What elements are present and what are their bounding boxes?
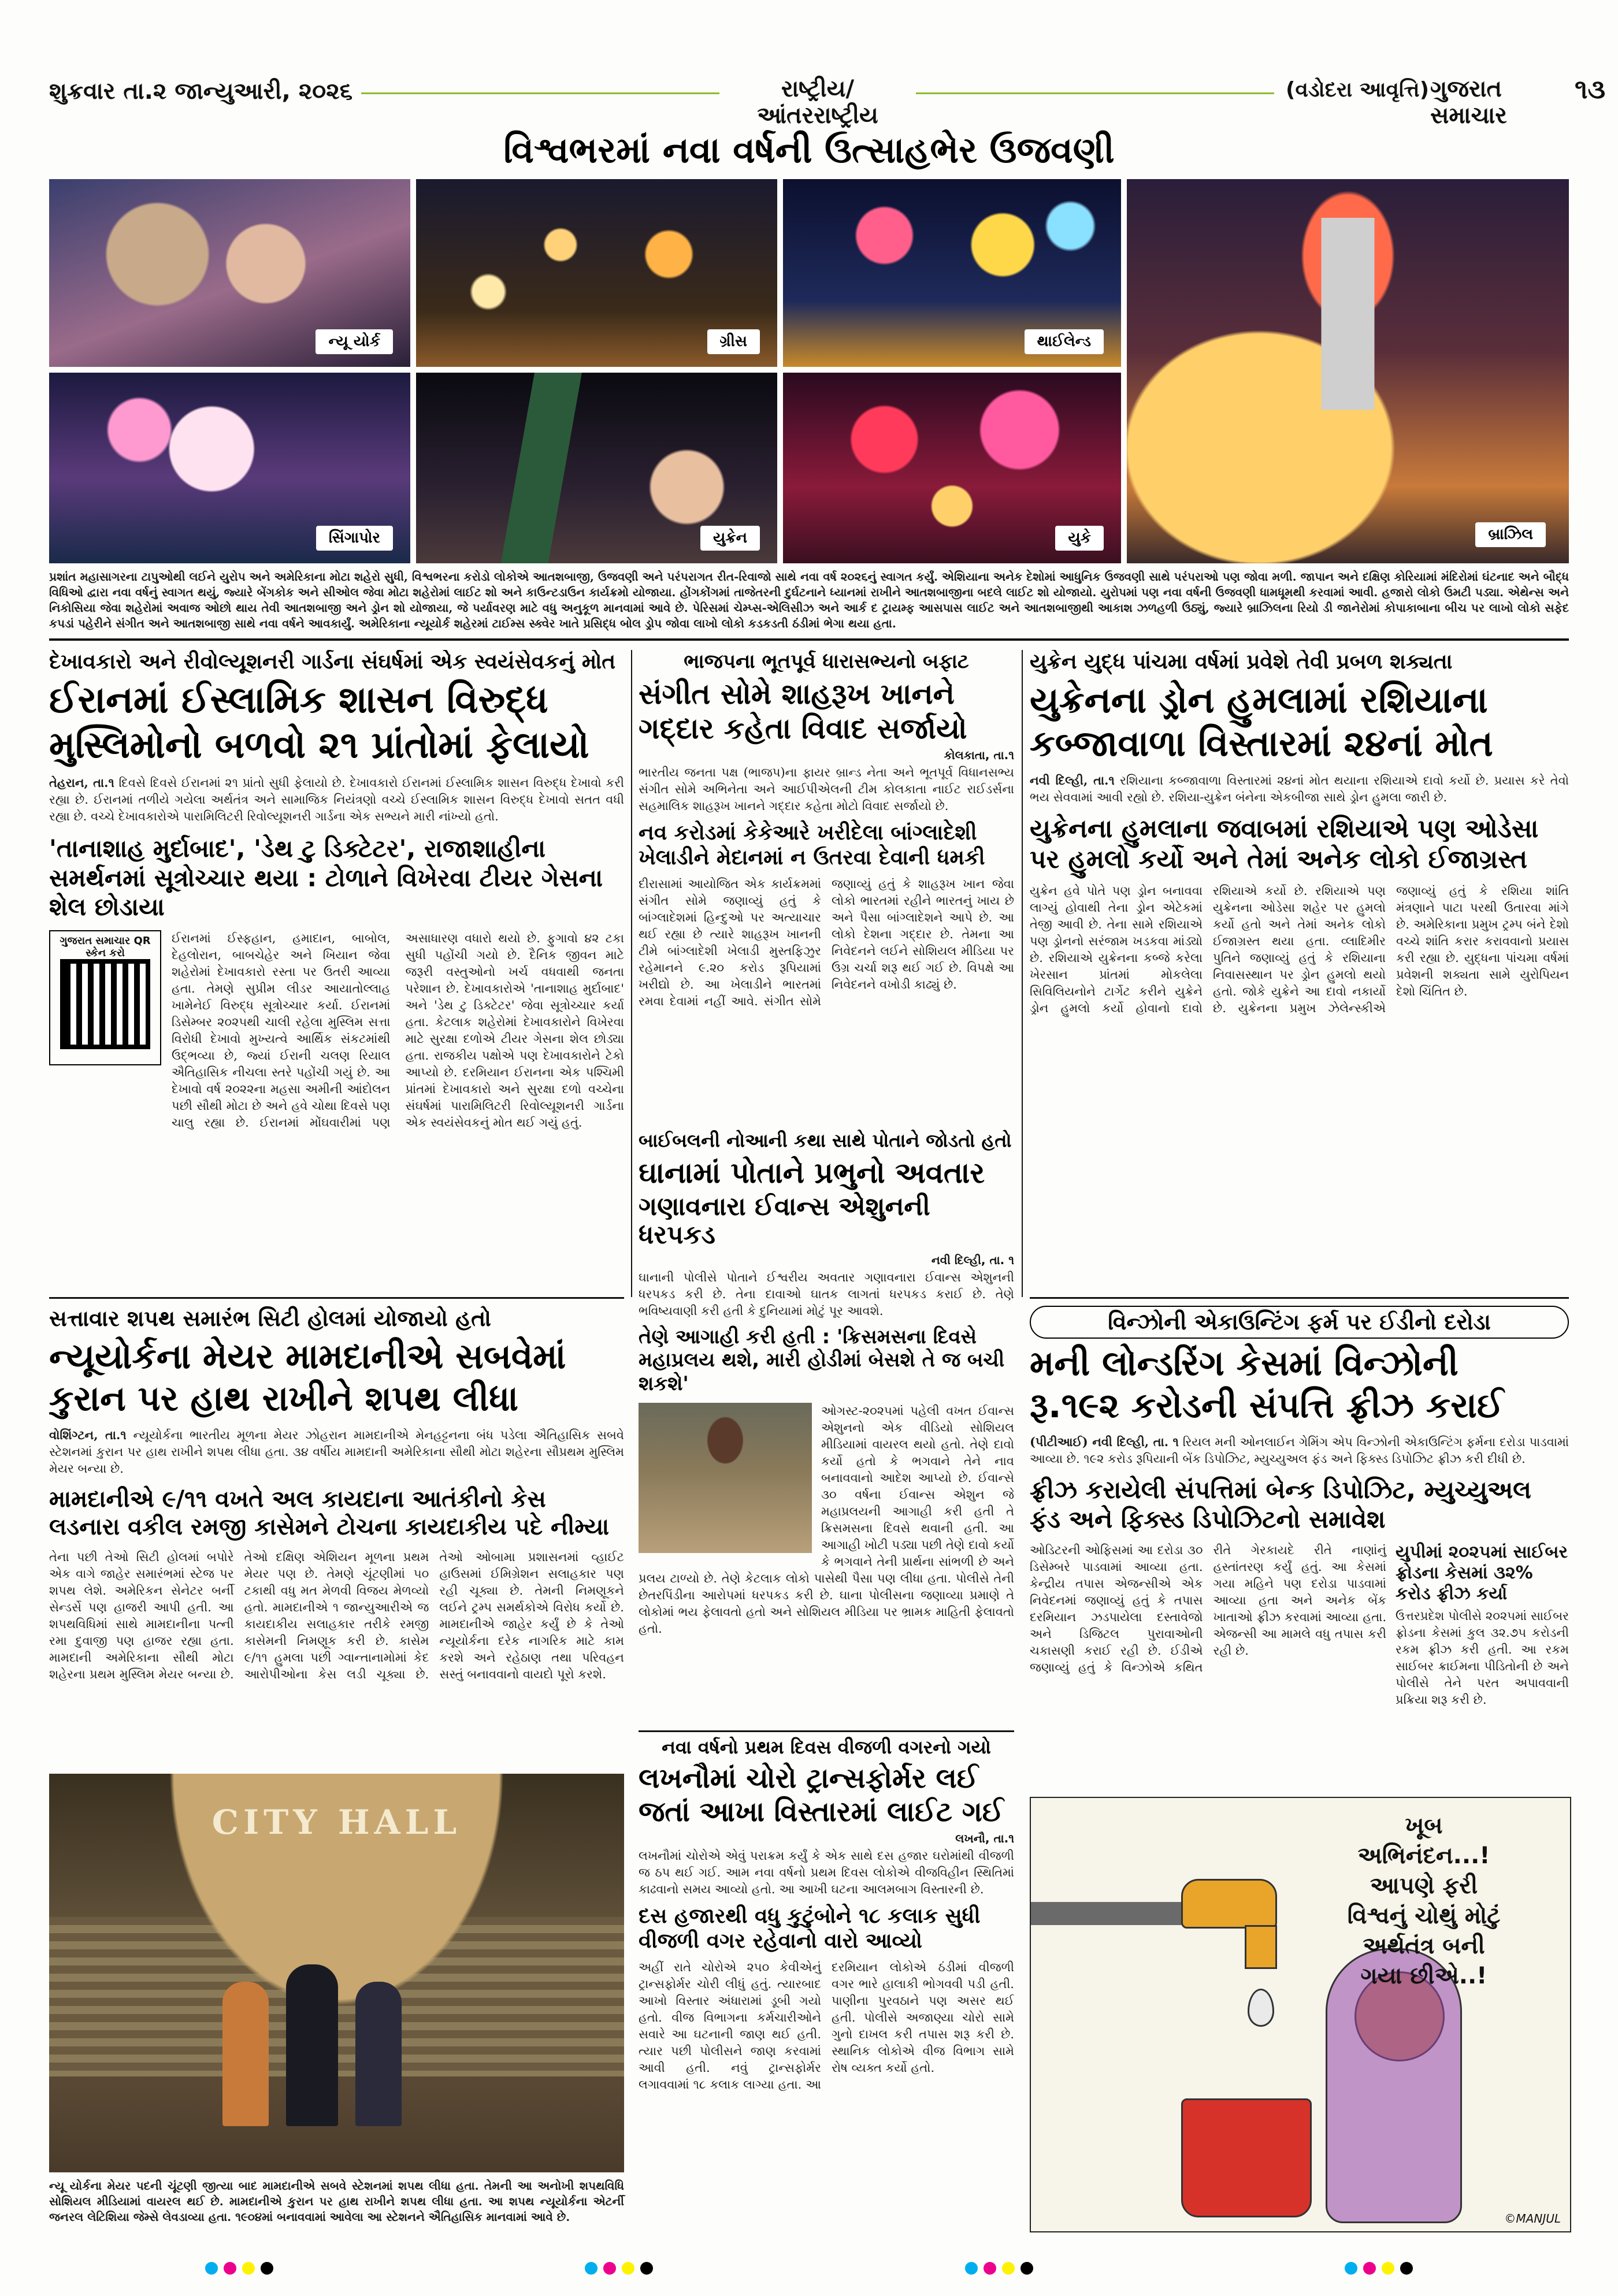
lucknow-headline-2: જતાં આખા વિસ્તારમાં લાઈટ ગઈ — [639, 1795, 1004, 1828]
edition-label: (વડોદરા આવૃત્તિ) — [1286, 78, 1430, 102]
cartoon-drop — [1248, 1989, 1274, 2027]
photo-caption-uk: યુકે — [1055, 526, 1104, 551]
photo-brazil — [1127, 179, 1569, 563]
ghana-dateline: નવી દિલ્હી, તા. ૧ — [931, 1253, 1014, 1267]
winzo-lead-text: રિયલ મની ઓનલાઈન ગેમિંગ એપ વિન્ઝોની એકાઉન્ટિંગ ફર્મના દરોડા પાડવામાં આવ્યા છે. ૧૯૨ કરોડ રૂપિયાની બેંક ડિપોઝિટ, મ્યુચ્યુઅલ ફંડ અને ફિક્સ્ડ ડિપોઝિટ ફ્રીઝ કરી દીધી છે. — [1030, 1435, 1569, 1466]
iran-body: ઈરાનમાં ઈસ્ફહાન, હમાદાન, બાબોલ, દેહલોરાન, બાબચેહેર અને ખિયાન જેવા શહેરોમાં દેખાવકારો રસ્તા પર ઉતરી આવ્યા હતા. તેમણે સુપ્રીમ લીડર આયાતોલ્લાહ ખામેનેઈ વિરુદ્ધ સૂત્રોચ્ચાર કર્યા. ઈરાનમાં ડિસેમ્બર ૨૦૨૫થી ચાલી રહેલા મુસ્લિમ સત્તા વિરોધી દેખાવો મુખ્યત્વે આર્થિક સંકટમાંથી ઉદ્ભવ્યા છે, જ્યાં ઈરાની ચલણ રિયાલ ઐતિહાસિક નીચલા સ્તરે પહોંચી ગયું છે. આ દેખાવો વર્ષ ૨૦૨૨ના મહસા અમીની આંદોલન પછી સૌથી મોટા છે અને હવે ચોથા દિવસે પણ ચાલુ રહ્યા છે. ઈરાનમાં મોંઘવારીમાં પણ અસાધારણ વધારો થયો છે. ફુગાવો ૪૨ ટકા સુધી પહોંચી ગયો છે. દૈનિક જીવન માટે જરૂરી વસ્તુઓનો ખર્ચ વધવાથી જનતા પરેશાન છે. દેખાવકારોએ 'તાનાશાહ મુર્દાબાદ' અને 'ડેથ ટુ ડિક્ટેટર' જેવા સૂત્રોચ્ચાર કર્યા હતા. કેટલાક શહેરોમાં દેખાવકારોને વિખેરવા માટે સુરક્ષા દળોએ ટીયર ગેસના શેલ છોડ્યા હતા. રાજકીય પક્ષોએ પણ દેખાવકારોને ટેકો આપ્યો છે. દરમિયાન ઈરાનના એક પશ્ચિમી પ્રાંતમાં દેખાવકારો અને સુરક્ષા દળો વચ્ચેના સંઘર્ષમાં પારામિલિટરી રિવોલ્યૂશનરી ગાર્ડના એક સ્વયંસેવકનું મોત થઈ ગયું હતું. — [172, 931, 624, 1130]
ukraine-subhead: યુક્રેનના હુમલાના જવાબમાં રશિયાએ પણ ઓડેસા પર હુમલો કર્યો અને તેમાં અનેક લોકો ઈજાગ્રસ્ત — [1030, 813, 1539, 874]
mamdani-photo — [49, 1774, 624, 2172]
shahrukh-body: દીરાસામાં આયોજિત એક કાર્યક્રમમાં સંગીત સોમે જણાવ્યું હતું કે બાંગ્લાદેશમાં હિન્દુઓ પર અત્યાચાર થઈ રહ્યા છે ત્યારે શાહરૂખ ખાનની ટીમે બાંગ્લાદેશી ખેલાડી મુસ્તફિઝુર રહેમાનને ૯.૨૦ કરોડ રૂપિયામાં ખરીદ્યો છે. આ ખેલાડીને ભારતમાં રમવા દેવામાં નહીં આવે. સંગીત સોમે જણાવ્યું હતું કે શાહરૂખ ખાન જેવા લોકો ભારતમાં રહીને ભારતનું ખાય છે અને પૈસા બાંગ્લાદેશને આપે છે. આ લોકો દેશના ગદ્દાર છે. તેમના આ નિવેદનને લઈને સોશિયલ મીડિયા પર ઉગ્ર ચર્ચા શરૂ થઈ ગઈ છે. વિપક્ષે આ નિવેદનને વખોડી કાઢ્યું છે. — [639, 877, 1014, 1009]
lucknow-kicker: નવા વર્ષનો પ્રથમ દિવસ વીજળી વગરનો ગયો — [662, 1736, 991, 1758]
registration-dot — [202, 2262, 276, 2279]
winzo-box-title: યુપીમાં ૨૦૨૫માં સાઈબર ફ્રોડના કેસમાં ૩૨% કરોડ ફ્રીઝ કર્યા — [1396, 1542, 1568, 1604]
story-mamdani — [49, 1306, 624, 1768]
lucknow-lead: લખનૌમાં ચોરોએ એવું પરાક્રમ કર્યું કે એક સાથે દસ હજાર ઘરોમાંથી વીજળી જ ઠપ થઈ ગઈ. આમ નવા વર્ષનો પ્રથમ દિવસ લોકોએ વીજવિહીન સ્થિતિમાં કાઢવાનો સમય આવ્યો હતો. આ આખી ઘટના આલમબાગ વિસ્તારની છે. — [639, 1848, 1014, 1896]
story-ukraine — [1030, 650, 1569, 1297]
celebration-headline: વિશ્વભરમાં નવા વર્ષની ઉત્સાહભેર ઉજવણી — [503, 129, 1115, 171]
divider — [639, 1730, 1014, 1732]
winzo-headline-1: મની લોન્ડરિંગ કેસમાં વિન્ઝોની — [1030, 1343, 1459, 1384]
divider — [49, 638, 1569, 641]
ukraine-lead — [1030, 772, 1569, 806]
winzo-box — [1396, 1542, 1569, 1708]
story-ghana — [639, 1130, 1014, 1725]
winzo-headline-2: રૂ.૧૯૨ કરોડની સંપત્તિ ફ્રીઝ કરાઈ — [1030, 1385, 1504, 1426]
cartoon-line: ખૂબ — [1405, 1812, 1443, 1839]
ukraine-lead-text: રશિયાના કબ્જાવાળા વિસ્તારમાં ૨૪નાં મોત થયાના રશિયાએ દાવો કર્યો છે. પ્રયાસ કરે તેવો ભય સેવવામાં આવી રહ્યો છે. રશિયા-યુક્રેન બંનેના એકબીજા સાથે ડ્રોન હુમલા જારી છે. — [1030, 773, 1569, 804]
cartoon-line: ગયા છીએ..! — [1360, 1963, 1487, 1989]
celebration-caption: પ્રશાંત મહાસાગરના ટાપુઓથી લઈને યુરોપ અને અમેરિકાના મોટા શહેરો સુધી, વિશ્વભરના કરોડો લોકોએ આતશબાજી, ઉજવણી અને પરંપરાગત રીત-રિવાજો સાથે નવા વર્ષ ૨૦૨૬નું સ્વાગત કર્યું. એશિયાના અનેક દેશોમાં આધુનિક ઉજવણી સાથે પરંપરાઓ પણ જોવા મળી. જાપાન અને દક્ષિણ કોરિયામાં મંદિરોમાં ઘંટનાદ અને બૌદ્ધ વિધિઓ દ્વારા નવા વર્ષનું સ્વાગત થયું, જ્યારે બેંગકોક અને સીઓલ જેવા મોટા શહેરોમાં લાઈટ શો અને કાઉન્ટડાઉન કાર્યક્રમો યોજાયા. હોંગકોંગમાં તાજેતરની દુર્ઘટનાને ધ્યાનમાં રાખીને આતશબાજીના બદલે લાઈટ શો યોજાયો. યુરોપમાં પણ નવા વર્ષની ઉજવણી ધામધૂમથી કરવામાં આવી. હજારો લોકો ઉમટી પડ્યા. એથેન્સ અને નિકોસિયા જેવા શહેરોમાં અવાજ ઓછો થાય તેવી આતશબાજી અને ડ્રોન શો યોજાયા, જે પર્યાવરણ માટે વધુ અનુકૂળ માનવામાં આવે છે. પેરિસમાં ચેમ્પ્સ-એલિસીઝ અને આર્ક દ ટ્રાયમ્ફ આસપાસ લાઈટ અને આતશબાજીથી આકાશ ઝળહળી ઉઠ્યું, જ્યારે બ્રાઝિલના રિયો ડી જાનેરોમાં કોપાકાબાના બીચ પર લાખો લોકો સફેદ કપડાં પહેરીને સંગીત અને આતશબાજી સાથે નવા વર્ષને આવકાર્યું. અમેરિકાના ન્યૂયોર્ક શહેરમાં ટાઈમ્સ સ્ક્વેર ખાતે પ્રસિદ્ધ બોલ ડ્રોપ જોવા લાખો લોકો કડકડતી ઠંડીમાં ભેગા થયા હતા. — [49, 570, 1569, 630]
ghana-headline-2: ગણાવનારા ઈવાન્સ એશુનની ધરપકડ — [639, 1192, 930, 1250]
ghana-subhead: તેણે આગાહી કરી હતી : 'ક્રિસમસના દિવસે મહાપ્રલય થશે, મારી હોડીમાં બેસશે તે જ બચી શકશે' — [639, 1325, 1005, 1396]
shahrukh-subhead: નવ કરોડમાં કેકેઆરે ખરીદેલા બાંગ્લાદેશી ખેલાડીને મેદાનમાં ન ઉતરવા દેવાની ધમકી — [639, 821, 985, 870]
iran-headline-1: ઈરાનમાં ઈસ્લામિક શાસન વિરુદ્ધ — [49, 679, 548, 722]
cartoon-line: વિશ્વનું ચોથું મોટું — [1347, 1903, 1501, 1929]
city-hall-sign: CITY HALL — [211, 1803, 462, 1842]
col-divider — [631, 650, 632, 1297]
mamdani-headline-1: ન્યૂયોર્કના મેયર મામદાનીએ સબવેમાં — [49, 1336, 566, 1377]
cartoon-line: અર્થતંત્ર બની — [1363, 1933, 1485, 1959]
qr-note: ગુજરાત સમાચાર QR સ્કેન કરો — [60, 934, 151, 959]
mamdani-lead-text: ન્યૂયોર્કના ભારતીય મૂળના મેયર ઝોહરાન મામદાનીએ મેનહટ્ટનના બંધ પડેલા ઐતિહાસિક સબવે સ્ટેશનમાં કુરાન પર હાથ રાખીને શપથ લીધા હતા. ૩૪ વર્ષીય મામદાની અમેરિકાના સૌથી મોટા શહેરના સૌપ્રથમ મુસ્લિમ મેયર બન્યા છે. — [49, 1428, 624, 1476]
figure-person — [355, 1982, 402, 2126]
ghana-body: ઓગસ્ટ-૨૦૨૫માં પહેલી વખત ઈવાન્સ એશુનનો એક વીડિયો સોશિયલ મીડિયામાં વાયરલ થયો હતો. તેણે દાવો કર્યો હતો કે ભગવાને તેને નાવ બનાવવાનો આદેશ આપ્યો છે. ઈવાન્સે ૩૦ વર્ષના ઈવાન્સ એશુન જે મહાપ્રલયની આગાહી કરી હતી તે ક્રિસમસના દિવસે થવાની હતી. આ આગાહી ખોટી પડ્યા પછી તેણે દાવો કર્યો કે ભગવાને તેની પ્રાર્થના સાંભળી છે અને પ્રલય ટાળ્યો છે. તેણે કેટલાક લોકો પાસેથી પૈસા પણ લીધા હતા. પોલીસે તેની છેતરપિંડીના આરોપમાં ધરપકડ કરી છે. ઘાના પોલીસના જણાવ્યા પ્રમાણે તે લોકોમાં ભય ફેલાવતો હતો અને સોશિયલ મીડિયા પર ભ્રામક માહિતી ફેલાવતો હતો. — [639, 1403, 1014, 1636]
ukraine-headline-1: યુક્રેનના ડ્રોન હુમલામાં રશિયાના — [1030, 679, 1488, 721]
shahrukh-kicker: ભાજપના ભૂતપૂર્વ ધારાસભ્યનો બફાટ — [684, 650, 969, 673]
cartoon-tap — [1181, 1879, 1277, 1929]
figure-person — [222, 1982, 269, 2126]
masthead-rule-right — [916, 92, 1274, 94]
registration-dot — [582, 2262, 656, 2279]
cartoon-bucket — [1181, 2098, 1312, 2217]
winzo-dateline: (પીટીઆઈ) નવી દિલ્હી, તા. ૧ — [1030, 1435, 1179, 1450]
cartoon — [1030, 1797, 1571, 2232]
photo-greece — [416, 179, 777, 367]
ghana-kicker: બાઈબલની નોઆની કથા સાથે પોતાને જોડતો હતો — [639, 1130, 1012, 1151]
divider — [49, 1297, 624, 1299]
iran-lead — [49, 774, 624, 825]
ghana-headline-1: ઘાનામાં પોતાને પ્રભુનો અવતાર — [639, 1156, 985, 1190]
photo-caption-thailand: થાઈલેન્ડ — [1025, 329, 1104, 354]
cartoon-tap — [1245, 1925, 1277, 1969]
iran-headline-2: મુસ્લિમોનો બળવો ૨૧ પ્રાંતોમાં ફેલાયો — [49, 723, 589, 767]
photo-caption-newyork: ન્યૂ યોર્ક — [316, 329, 393, 354]
ukraine-kicker: યુક્રેન યુદ્ધ પાંચમા વર્ષમાં પ્રવેશે તેવી પ્રબળ શક્યતા — [1030, 650, 1453, 674]
qr-code-icon — [65, 964, 146, 1045]
col-divider — [1022, 650, 1023, 1297]
winzo-subhead: ફ્રીઝ કરાયેલી સંપત્તિમાં બેન્ક ડિપોઝિટ, મ્યુચ્યુઅલ ફંડ અને ફિક્સ્ડ ડિપોઝિટનો સમાવેશ — [1030, 1476, 1531, 1533]
lucknow-dateline: લખનૌ, તા.૧ — [955, 1831, 1014, 1845]
photo-newyork — [49, 179, 410, 367]
cartoon-line: અભિનંદન...! — [1357, 1842, 1490, 1869]
lucknow-headline-1: લખનૌમાં ચોરો ટ્રાન્સફોર્મર લઈ — [639, 1762, 978, 1795]
registration-dot — [962, 2262, 1036, 2279]
photo-caption-brazil: બ્રાઝિલ — [1475, 522, 1546, 547]
iran-qr-box[interactable] — [49, 930, 161, 1065]
ghana-lead: ઘાનાની પોલીસે પોતાને ઈશ્વરીય અવતાર ગણાવનારા ઈવાન્સ એશુનની ધરપકડ કરી છે. તેના દાવાઓ ઘાતક લાગતાં ધરપકડ કરાઈ છે. તેણે ભવિષ્યવાણી કરી હતી કે દુનિયામાં મોટું પૂર આવશે. — [639, 1270, 1014, 1318]
story-lucknow — [639, 1736, 1014, 2239]
shahrukh-headline-1: સંગીત સોમે શાહરૂખ ખાનને — [639, 677, 955, 711]
registration-dot — [1342, 2262, 1416, 2279]
mamdani-kicker: સત્તાવાર શપથ સમારંભ સિટી હોલમાં યોજાયો હતો — [49, 1306, 491, 1331]
photo-caption-greece: ગ્રીસ — [707, 329, 760, 354]
story-shahrukh — [639, 650, 1014, 1121]
ghana-photo — [639, 1403, 812, 1553]
iran-dateline: તેહરાન, તા.૧ — [49, 775, 114, 790]
mamdani-subhead: મામદાનીએ ૯/૧૧ વખતે અલ કાયદાના આતંકીનો કેસ લડનારા વકીલ રમજી કાસેમને ટોચના કાયદાકીય પદે નીમ્યા — [49, 1486, 610, 1541]
registration-marks — [49, 2262, 1569, 2279]
winzo-body: ઓડિટરની ઓફિસમાં આ દરોડા ૩૦ ડિસેમ્બરે પાડવામાં આવ્યા હતા. કેન્દ્રીય તપાસ એજન્સીએ એક નિવેદનમાં જણાવ્યું હતું કે તપાસ દરમિયાન ઝડપાયેલા દસ્તાવેજો અને ડિજિટલ પુરાવાઓની ચકાસણી કરાઈ રહી છે. ઈડીએ જણાવ્યું હતું કે વિન્ઝોએ કથિત રીતે ગેરકાયદે રીતે નાણાંનું હસ્તાંતરણ કર્યું હતું. આ કેસમાં ગયા મહિને પણ દરોડા પાડવામાં આવ્યા હતા અને અનેક બેંક ખાતાઓ ફ્રીઝ કરવામાં આવ્યા હતા. એજન્સી આ મામલે વધુ તપાસ કરી રહી છે. — [1030, 1543, 1386, 1675]
mamdani-headline-2: કુરાન પર હાથ રાખીને શપથ લીધા — [49, 1379, 518, 1420]
photo-caption-singapore: સિંગાપોર — [316, 526, 393, 551]
photo-caption-ukraine: યુક્રેન — [700, 526, 760, 551]
ukraine-headline-2: કબ્જાવાળા વિસ્તારમાં ૨૪નાં મોત — [1030, 722, 1493, 765]
shahrukh-headline-2: ગદ્દાર કહેતા વિવાદ સર્જાયો — [639, 712, 967, 745]
photo-singapore — [49, 373, 410, 563]
iran-kicker: દેખાવકારો અને રીવોલ્યૂશનરી ગાર્ડના સંઘર્ષમાં એક સ્વયંસેવકનું મોત — [49, 650, 616, 674]
story-winzo — [1030, 1306, 1569, 1791]
mamdani-body: તેના પછી તેઓ સિટી હોલમાં બપોરે એક વાગે જાહેર સમારંભમાં સ્ટેજ પર શપથ લેશે. અમેરિકન સેનેટર બર્ની સેન્ડર્સે પણ હાજરી આપી હતી. આ શપથવિધિમાં સાથે મામદાનીના પત્ની રમા દુવાજી પણ હાજર રહ્યા હતા. મામદાની અમેરિકાના સૌથી મોટા શહેરના પ્રથમ મુસ્લિમ મેયર બન્યા છે. તેઓ દક્ષિણ એશિયન મૂળના પ્રથમ મેયર પણ છે. તેમણે ચૂંટણીમાં ૫૦ ટકાથી વધુ મત મેળવી વિજય મેળવ્યો હતો. મામદાનીએ ૧ જાન્યુઆરીએ જ કાયદાકીય સલાહકાર તરીકે રમજી કાસેમની નિમણૂક કરી છે. કાસેમ ૯/૧૧ હુમલા પછી ગ્વાન્તાનામોમાં કેદ આરોપીઓના કેસ લડી ચૂક્યા છે. તેઓ ઓબામા પ્રશાસનમાં વ્હાઈટ હાઉસમાં ઈમિગ્રેશન સલાહકાર પણ રહી ચૂક્યા છે. તેમની નિમણૂકને લઈને ટ્રમ્પ સમર્થકોએ વિરોધ કર્યો છે. મામદાનીએ જાહેર કર્યું છે કે તેઓ ન્યૂયોર્કના દરેક નાગરિક માટે કામ કરશે અને રહેઠાણ તથા પરિવહન સસ્તું બનાવવાનો વાયદો પૂરો કરશે. — [49, 1550, 624, 1682]
winzo-kicker: વિન્ઝોની એકાઉન્ટિંગ ફર્મ પર ઈડીનો દરોડા — [1030, 1306, 1569, 1339]
photo-uk — [783, 373, 1121, 563]
shahrukh-lead: ભારતીય જનતા પક્ષ (ભાજપ)ના ફાયર બ્રાન્ડ નેતા અને ભૂતપૂર્વ વિધાનસભ્ય સંગીત સોમે અભિનેતા અને આઈપીએલની ટીમ કોલકાતા નાઈટ રાઈડર્સના સહમાલિક શાહરૂખ ખાનને ગદ્દાર કહેતા મોટો વિવાદ સર્જાયો છે. — [639, 766, 1014, 813]
section-label: રાષ્ટ્રીય/આંતરરાષ્ટ્રીય — [757, 76, 878, 129]
masthead — [49, 61, 1606, 129]
cartoon-signature: ©MANJUL — [1504, 2212, 1561, 2226]
iran-subhead: 'તાનાશાહ મુર્દાબાદ', 'ડેથ ટુ ડિક્ટેટર', રાજાશાહીના સમર્થનમાં સૂત્રોચ્ચાર થયા : ટોળાને વિખેરવા ટીયર ગેસના શેલ છોડાયા — [49, 834, 603, 922]
shahrukh-dateline: કોલકાતા, તા.૧ — [944, 748, 1014, 762]
photo-thailand — [783, 179, 1121, 367]
masthead-date: શુક્રવાર તા.૨ જાન્યુઆરી, ૨૦૨૬ — [49, 78, 353, 105]
mamdani-caption: ન્યૂ યોર્કના મેયર પદની ચૂંટણી જીત્યા બાદ મામદાનીએ સબવે સ્ટેશનમાં શપથ લીધા હતા. તેમની આ અનોખી શપથવિધિ સોશિયલ મીડિયામાં વાયરલ થઈ છે. મામદાનીએ કુરાન પર હાથ રાખીને શપથ લીધા હતા. આ શપથ ન્યૂયોર્કના એટર્ની જનરલ લેટિશિયા જેમ્સે લેવડાવ્યા હતા. ૧૯૦૪માં બનાવવામાં આવેલા આ સ્ટેશનને ઐતિહાસિક માનવામાં આવે છે. — [49, 2179, 624, 2224]
cartoon-line: આપણે ફરી — [1370, 1873, 1478, 1899]
divider — [1030, 1297, 1569, 1299]
winzo-lead — [1030, 1433, 1569, 1467]
photo-ukraine — [416, 373, 777, 563]
ukraine-dateline: નવી દિલ્હી, તા.૧ — [1030, 772, 1115, 787]
cartoon-speech — [1302, 1811, 1545, 1991]
iran-lead-text: દિવસે દિવસે ઈરાનમાં ૨૧ પ્રાંતો સુધી ફેલાયો છે. દેખાવકારો ઈરાનમાં ઈસ્લામિક શાસન વિરુદ્ધ દેખાવો કરી રહ્યા છે. ઈરાનમાં તળીયે ગયેલા અર્થતંત્ર અને સામાજિક નિયંત્રણો વચ્ચે ઈસ્લામિક શાસન વિરુદ્ધ દેખાવો સતત વધી રહ્યા છે. વચ્ચે દેખાવકારોએ પારામિલિટરી રિવોલ્યૂશનરી ગાર્ડના એક સભ્યને મારી નાંખ્યો હતો. — [49, 776, 624, 824]
lucknow-body: અહીં રાતે ચોરોએ ૨૫૦ કેવીએનું ટ્રાન્સફોર્મર ચોરી લીધું હતું. ત્યારબાદ આખો વિસ્તાર અંધારામાં ડૂબી ગયો હતો. વીજ વિભાગના કર્મચારીઓને સવારે આ ઘટનાની જાણ થઈ હતી. ત્યાર પછી પોલીસને જાણ કરવામાં આવી હતી. નવું ટ્રાન્સફોર્મર લગાવવામાં ૧૮ કલાક લાગ્યા હતા. આ દરમિયાન લોકોએ ઠંડીમાં વીજળી વગર ભારે હાલાકી ભોગવવી પડી હતી. પાણીના પુરવઠાને પણ અસર થઈ હતી. પોલીસે અજાણ્યા ચોરો સામે ગુનો દાખલ કરી તપાસ શરૂ કરી છે. સ્થાનિક લોકોએ વીજ વિભાગ સામે રોષ વ્યક્ત કર્યો હતો. — [639, 1960, 1014, 2091]
lucknow-subhead: દસ હજારથી વધુ કુટુંબોને ૧૮ કલાક સુધી વીજળી વગર રહેવાનો વારો આવ્યો — [639, 1904, 981, 1953]
story-iran — [49, 650, 624, 1297]
winzo-box-body: ઉત્તરપ્રદેશ પોલીસે ૨૦૨૫માં સાઈબર ફ્રોડના કેસમાં કુલ ૩૨.૭૫ કરોડની રકમ ફ્રીઝ કરી હતી. આ રકમ સાઈબર ક્રાઈમના પીડિતોની છે અને પોલીસે તેને પરત અપાવવાની પ્રક્રિયા શરૂ કરી છે. — [1396, 1609, 1569, 1707]
ukraine-body: યુક્રેન હવે પોતે પણ ડ્રોન બનાવવા લાગ્યું હોવાથી તેના ડ્રોન એટેકમાં તેજી આવી છે. તેના સામે રશિયાએ પણ ડ્રોનનો સરંજામ ખડકવા માંડ્યો છે. રશિયાએ યુક્રેનના કબ્જે કરેલા ખેરસાન પ્રાંતમાં મોકલેલા સિવિલિયનોને ટાર્ગેટ કરીને યુક્રેને ડ્રોન હુમલો કર્યો હોવાનો દાવો રશિયાએ કર્યો છે. રશિયાએ પણ યુક્રેનના ઓડેસા શહેર પર હુમલો કર્યો હતો અને તેમાં અનેક લોકો ઈજાગ્રસ્ત થયા હતા. વ્લાદિમીર પુતિને જણાવ્યું હતું કે રશિયાના નિવાસસ્થાન પર ડ્રોન હુમલો થયો હતો. જોકે યુક્રેને આ દાવો નકાર્યો છે. યુક્રેનના પ્રમુખ ઝેલેન્સ્કીએ જણાવ્યું હતું કે રશિયા શાંતિ મંત્રણાને પાટા પરથી ઉતારવા માંગે છે. અમેરિકાના પ્રમુખ ટ્રમ્પ બંને દેશો વચ્ચે શાંતિ કરાર કરાવવાનો પ્રયાસ કરી રહ્યા છે. યુદ્ધના પાંચમા વર્ષમાં પ્રવેશની શક્યતા સામે યુરોપિયન દેશો ચિંતિત છે. — [1030, 884, 1569, 1016]
mamdani-lead — [49, 1426, 624, 1477]
paper-name: ગુજરાત સમાચાર — [1430, 76, 1507, 129]
figure-person — [286, 1964, 338, 2126]
masthead-rule-left — [361, 92, 719, 94]
page-number: ૧૩ — [1575, 73, 1606, 105]
mamdani-dateline: વોશિંગ્ટન, તા.૧ — [49, 1428, 127, 1443]
